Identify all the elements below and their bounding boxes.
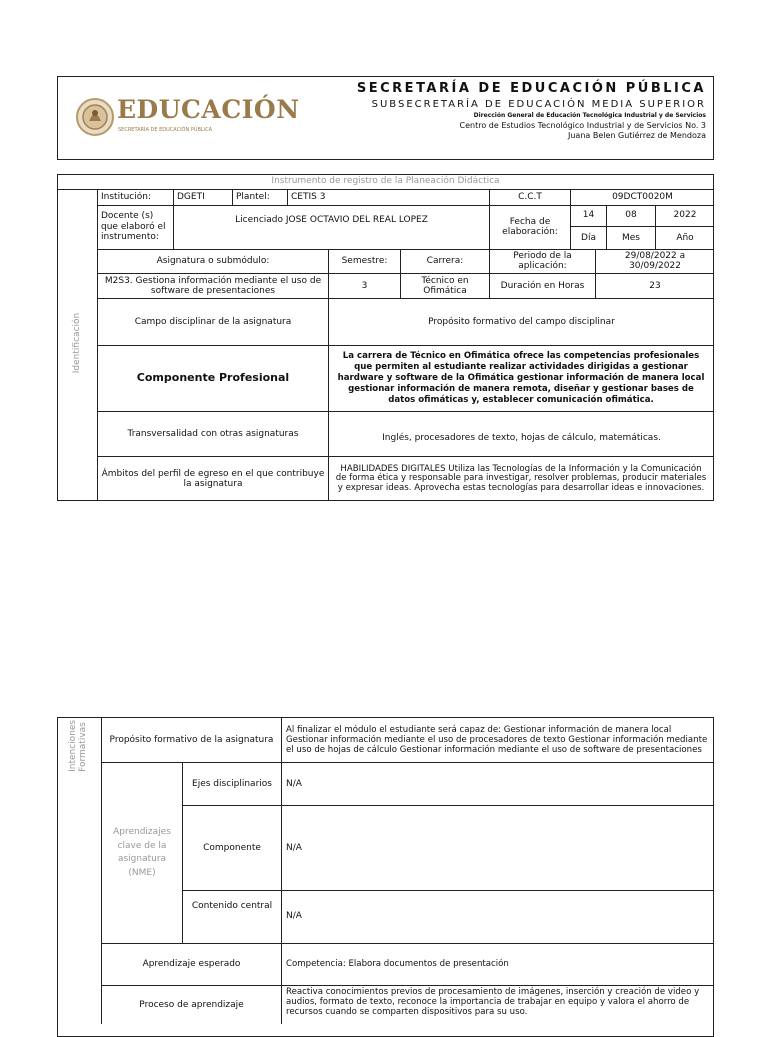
proceso-label: Proceso de aprendizaje <box>139 999 244 1010</box>
docente-value: Licenciado JOSE OCTAVIO DEL REAL LOPEZ <box>235 214 428 225</box>
header-direccion: Dirección General de Educación Tecnológica Industrial y de Servicios <box>473 112 706 119</box>
carrera-label: Carrera: <box>426 255 464 266</box>
periodo-label: Periodo de la aplicación: <box>513 250 572 271</box>
fecha-label: Fecha de elaboración: <box>502 216 558 237</box>
ambitos-label: Ámbitos del perfil de egreso en el que contribuye la asignatura <box>101 468 325 489</box>
proposito-asignatura-value: Al finalizar el módulo el estudiante será capaz de: Gestionar información de manera local Gestionar información mediante el uso de procesadores de texto Gestionar información mediante el uso de hojas de cálculo Gestionar información mediante el uso de software de presentaciones <box>286 724 708 756</box>
semestre-value: 3 <box>361 280 368 291</box>
transversalidad-value: Inglés, procesadores de texto, hojas de cálculo, matemáticas. <box>382 432 661 443</box>
cct-label: C.C.T <box>518 191 542 202</box>
docente-label: Docente (s) que elaboró el instrumento: <box>101 211 166 243</box>
proceso-value: Reactiva conocimientos previos de procesamiento de imágenes, inserción y creación de video y audios, formato de texto, reconoce la importancia de trabajar en equipo y valora el ahorro de recursos cuando se comparten dispositivos para su uso. <box>286 987 700 1017</box>
ejes-label: Ejes disciplinarios <box>192 778 272 789</box>
plantel-value: CETIS 3 <box>291 191 326 202</box>
esperado-label: Aprendizaje esperado <box>142 959 241 970</box>
contenido-value: N/A <box>286 910 302 921</box>
componente-value: Componente Profesional <box>136 371 290 385</box>
logo-text: EDUCACIÓN <box>117 95 300 124</box>
header-centro: Centro de Estudios Tecnológico Industrial y de Servicios No. 3 <box>459 121 706 130</box>
proposito-campo-label: Propósito formativo del campo disciplinar <box>428 316 615 327</box>
dia-value: 14 <box>582 210 595 221</box>
carrera-value: Técnico en Ofimática <box>421 275 469 296</box>
asignatura-label: Asignatura o submódulo: <box>156 255 270 266</box>
aprendizajes-clave-label: Aprendizajes clave de la asignatura (NME) <box>113 827 171 878</box>
proposito-asignatura-label: Propósito formativo de la asignatura <box>109 734 274 745</box>
anio-label: Año <box>676 232 694 243</box>
plantel-label: Plantel: <box>236 191 270 202</box>
intenciones-text: Intenciones Formativas <box>68 719 88 772</box>
periodo-value: 29/08/2022 a 30/09/2022 <box>624 250 686 271</box>
identificacion-label: Identificación <box>72 312 82 374</box>
institucion-label: Institución: <box>101 191 152 202</box>
header-secretaria: SECRETARÍA DE EDUCACIÓN PÚBLICA <box>356 81 706 96</box>
ambitos-value: HABILIDADES DIGITALES Utiliza las Tecnologías de la Información y la Comunicación de forma ética y responsable para investigar, resolver problemas, producir materiales y expresar ideas. Aprovecha estas tecnologías para desarrollar ideas e innovaciones. <box>335 463 707 493</box>
contenido-label: Contenido central <box>191 900 273 911</box>
componente-value-2: N/A <box>286 842 302 853</box>
esperado-value: Competencia: Elabora documentos de presentación <box>286 958 509 969</box>
header-nombre: Juana Belen Gutiérrez de Mendoza <box>567 131 706 140</box>
asignatura-value: M2S3. Gestiona información mediante el uso de software de presentaciones <box>104 275 322 296</box>
componente-desc: La carrera de Técnico en Ofimática ofrece las competencias profesionales que permiten al estudiante realizar actividades dirigidas a gestionar hardware y software de la Ofimática gestionar información de manera local gestionar información de manera remota, diseñar y gestionar bases de datos ofimáticas y, establecer comunicación ofimática. <box>337 350 705 406</box>
mes-value: 08 <box>625 210 637 221</box>
intenciones-label <box>69 708 89 788</box>
eagle-emblem-icon <box>75 93 115 141</box>
ejes-value: N/A <box>286 778 302 789</box>
dia-label: Día <box>581 232 596 243</box>
cct-value: 09DCT0020M <box>612 191 673 202</box>
duracion-value: 23 <box>649 280 661 291</box>
campo-label: Campo disciplinar de la asignatura <box>134 316 292 327</box>
mes-label: Mes <box>622 232 640 243</box>
semestre-label: Semestre: <box>341 255 388 266</box>
institucion-value: DGETI <box>177 191 205 202</box>
anio-value: 2022 <box>673 210 697 221</box>
duracion-label: Duración en Horas <box>500 280 585 291</box>
componente-label: Componente <box>203 842 261 853</box>
transversalidad-label: Transversalidad con otras asignaturas <box>127 428 299 439</box>
table1-title: Instrumento de registro de la Planeación Didáctica <box>271 176 500 187</box>
sep-logo <box>75 93 300 143</box>
logo-subtitle: SECRETARÍA DE EDUCACIÓN PÚBLICA <box>118 127 213 133</box>
header-subsecretaria: SUBSECRETARÍA DE EDUCACIÓN MEDIA SUPERIOR <box>371 99 706 110</box>
